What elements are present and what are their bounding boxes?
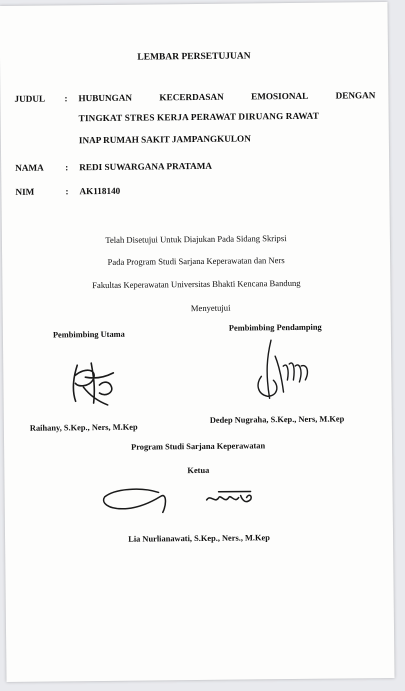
pembimbing-utama-role: Pembimbing Utama xyxy=(52,329,125,340)
approval-line-1: Telah Disetujui Untuk Diajukan Pada Sidang Skripsi xyxy=(105,233,287,245)
nim-value: AK118140 xyxy=(79,185,121,197)
pembimbing-utama-name: Raihany, S.Kep., Ners, M.Kep xyxy=(29,422,138,433)
judul-colon: : xyxy=(64,93,68,104)
judul-line-1 xyxy=(78,90,375,103)
judul-line-3: INAP RUMAH SAKIT JAMPANGKULON xyxy=(78,133,251,146)
nama-value: REDI SUWARGANA PRATAMA xyxy=(79,160,213,173)
signature-ketua xyxy=(100,481,260,523)
judul-label: JUDUL xyxy=(14,93,46,104)
signature-pendamping xyxy=(243,336,314,409)
approval-line-4: Menyetujui xyxy=(190,302,231,314)
document-page xyxy=(0,2,395,682)
approval-line-3: Fakultas Keperawatan Universitas Bhakti Kencana Bandung xyxy=(92,277,301,291)
nama-colon: : xyxy=(65,162,69,173)
nama-label: NAMA xyxy=(15,162,44,173)
program-role: Ketua xyxy=(187,465,210,476)
nim-colon: : xyxy=(65,186,69,197)
pembimbing-pendamping-role: Pembimbing Pendamping xyxy=(228,322,322,333)
judul-word: HUBUNGAN xyxy=(78,92,133,104)
signature-utama xyxy=(63,357,124,413)
approval-line-2: Pada Program Studi Sarjana Keperawatan dan Ners xyxy=(107,255,285,267)
judul-word: DENGAN xyxy=(335,90,376,101)
judul-word: KECERDASAN xyxy=(159,91,224,103)
page-title: LEMBAR PERSETUJUAN xyxy=(137,51,251,63)
program-unit: Program Studi Sarjana Keperawatan xyxy=(131,441,266,452)
pembimbing-pendamping-name: Dedep Nugraha, S.Kep., Ners, M.Kep xyxy=(209,414,345,425)
judul-word: EMOSIONAL xyxy=(251,90,309,102)
judul-line-2: TINGKAT STRES KERJA PERAWAT DIRUANG RAWAT xyxy=(78,110,320,124)
program-ketua-name: Lia Nurlianawati, S.Kep., Ners., M.Kep xyxy=(128,533,270,544)
nim-label: NIM xyxy=(15,186,35,197)
